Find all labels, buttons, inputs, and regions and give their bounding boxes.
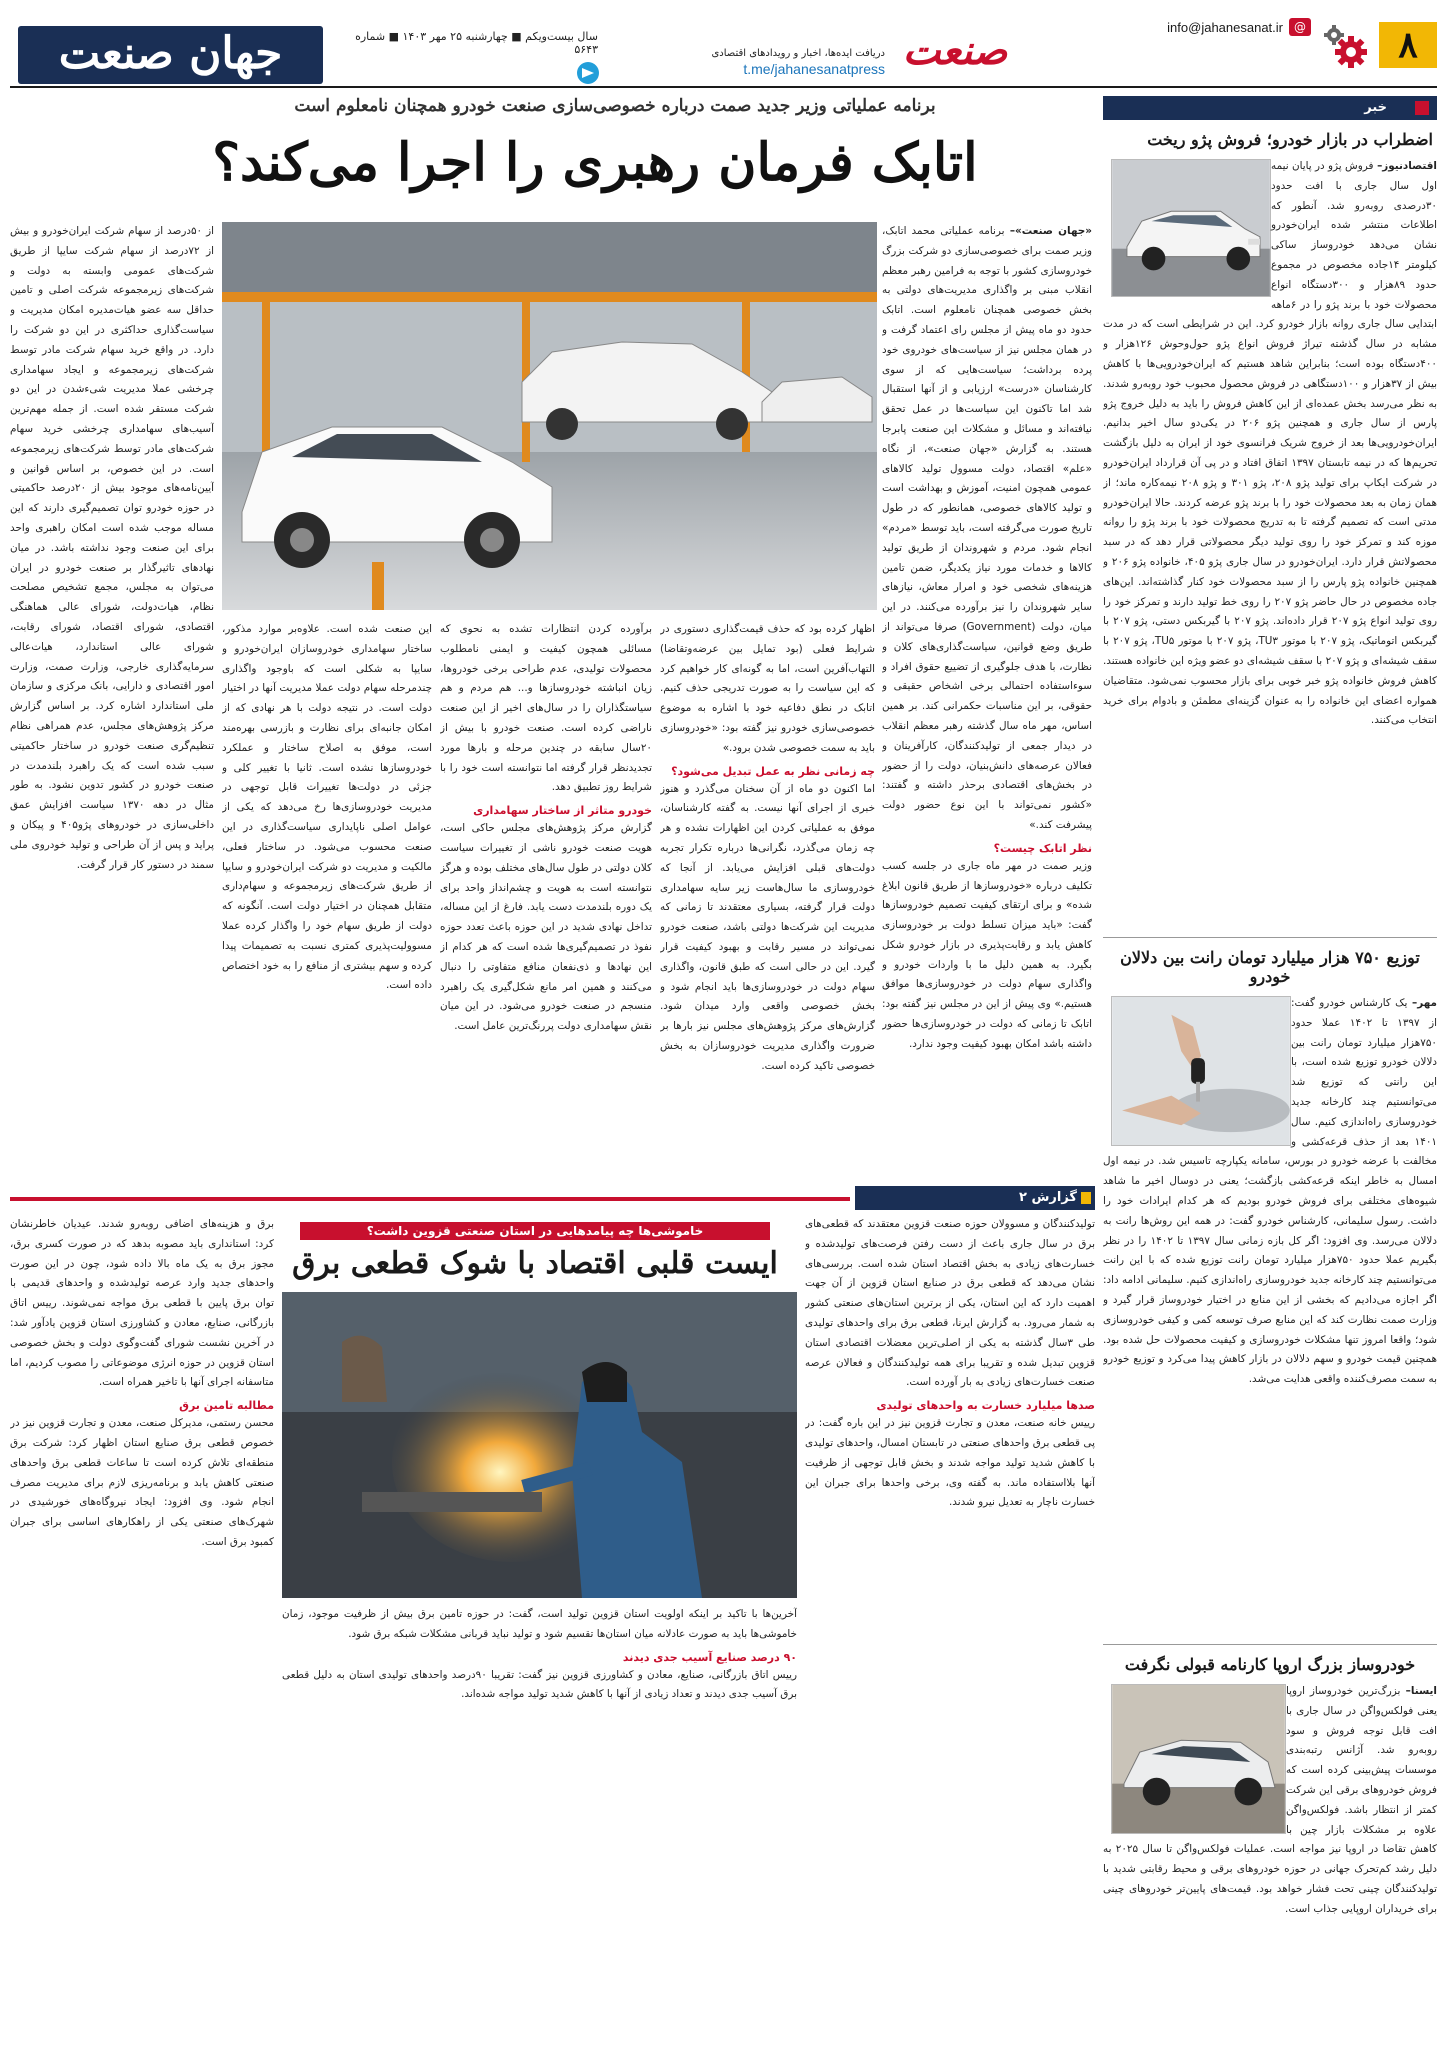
divider xyxy=(1103,1644,1437,1645)
report-mid-body: آخرین‌ها با تاکید بر اینکه اولویت استان قزوین تولید است، گفت: در حوزه تامین برق بیش از ظرفیت موجود، زمان خاموشی‌ها باید به صورت عادلانه میان استان‌ها تقسیم شود و تولید نباید قربانی مشکلات شبکه برق شود. xyxy=(282,1608,797,1640)
car-assembly-photo xyxy=(222,222,877,610)
telegram-caption: دریافت ایده‌ها، اخبار و رویدادهای اقتصادی xyxy=(711,48,885,59)
sidebar-story2-body: یک کارشناس خودرو گفت: از ۱۳۹۷ تا ۱۴۰۲ عملا حدود ۷۵۰هزار میلیارد تومان رانت بین دلالان خودرو توزیع شده است، با این رانتی که توزیع شد می‌توانستیم چند کارخانه جدید خودروسازی راه‌اندازی کنیم. سال ۱۴۰۱ بعد از حذف قرعه‌کشی و مخالفت با عرضه خودرو در بورس، سامانه یکپارچه تاسیس شد. در نیمه اول امسال به خاطر اینکه قرعه‌کشی بازگشت؛ یعنی در دوسال اخیر ما شاهد شیوه‌های مختلفی برای فروش خودرو بودیم که هر کدام ایرادات خود را داشت. رسول سلیمانی، کارشناس خودرو گفت: در همه این روش‌ها رانت به دلالان می‌رسد. وی افزود: اگر کل بازه زمانی سال ۱۳۹۷ تا ۱۴۰۲ را در نظر بگیریم عملا حدود ۷۵۰هزار میلیارد تومان رانت توزیع شده که با این رانت می‌توانستیم چند کارخانه جدید خودروسازی راه‌اندازی کنیم. سلیمانی ادامه داد: اگر اجازه می‌دادیم که بخشی از این منابع در اختیار خودروساز قرار گیرد و وزارت صمت نظارت کند که این منابع صرف توسعه کمی و کیفی خودروسازی شود؛ واقعا امروز تنها مشکلات خودروسازی و کیفیت محصولات حل شده بود. همچنین قیمت خودرو و سهم دلالان در بازار کاهش پیدا می‌کرد و توزیع خودرو به سمت مصرف‌کننده واقعی هدایت می‌شد. xyxy=(1103,997,1437,1386)
report-column-right xyxy=(805,1215,1095,2045)
report-banner: خاموشی‌ها چه پیامدهایی در استان صنعتی قزوین داشت؟ xyxy=(300,1222,770,1240)
report-column-mid xyxy=(282,1605,797,2045)
article-subhead-1: نظر اتابک چیست؟ xyxy=(993,841,1092,855)
news-sidebar xyxy=(1103,96,1437,2046)
sidebar-story1-title: اضطراب در بازار خودرو؛ فروش پژو ریخت xyxy=(1147,130,1433,149)
sidebar-story1-body: فروش پژو در پایان نیمه اول سال جاری با افت حدود ۳۰درصدی روبه‌رو شد. آنطور که اطلاعات منتشر شده ایران‌خودرو نشان می‌دهد خودروساز ساکی کیلومتر ۱۴جاده مخصوص در مجموع حدود ۸۹هزار و ۳۰۰دستگاه انواع محصولات خود با برند پژو را در ۶ماهه ابتدایی سال جاری روانه بازار خودرو کرد. این در شرایطی است که در مدت مشابه در سال گذشته تیراژ فروش انواع پژو حول‌وحوش ۱۲۶هزار و ۴۰۰دستگاه بوده است؛ بنابراین شاهد هستیم که ایران‌خودرویی‌ها با کاهش بیش از ۳۷هزار و ۱۰۰دستگاهی در فروش محصول محبوب خود روبه‌رو شدند. به نظر می‌رسد بخش عمده‌ای از این کاهش فروش را باید به دلیل خروج پژو پارس از سال جاری و همچنین پژو ۲۰۶ در یکی‌دو سال اخیر بدانیم. ایران‌خودرویی‌ها بعد از خروج شریک فرانسوی خود از ایران به دلیل بازگشت تحریم‌ها که در نیمه تابستان ۱۳۹۷ اتفاق افتاد و در پی آن قرارداد ایران‌خودرو در شرکت ایکاپ برای تولید پژو ۲۰۸، پژو ۳۰۱ و پژو ۲۰۸ نیمه‌کاره ماند؛ از همان زمان به بعد محصولات خود را با برند پژو عرضه کردند. حالا ایران‌خودرو مدتی است که تصمیم گرفته تا به تدریج محصولات خود با برند پژو را روانه موزه کند و تمرکز خود را روی تولید دیگر محصولاتی قرار دهد که در سبد محصولاتش قرار دارد. ایران‌خودرو در سال جاری پژو ۴۰۵، خانواده پژو ۲۰۶ و همچنین خانواده پژو پارس را از سبد محصولات خود کنار گذاشته‌اند. این‌های جاده مخصوص در حال حاضر پژو ۲۰۷ را روی خط تولید دارند و تمرکز خود را روی تولید انواع پژو ۲۰۷ قرار داده‌اند. پژو ۲۰۷ با گیربکس دستی، پژو ۲۰۷ با گیربکس اتوماتیک، پژو ۲۰۷ با موتور TU۳، پژو ۲۰۷ با موتور TU۵، پژو ۲۰۷ با سقف شیشه‌ای و پژو ۲۰۷ با سقف شیشه‌ای دو عضو ویژه این خانواده هستند. کاهش فروش خانواده پژو خبر خوبی برای بازار محسوب نمی‌شود. متقاضیان همواره اعضای این خانواده را به عنوان گزینه‌ای مطمئن و بادوام برای خرید انتخاب می‌کنند. xyxy=(1103,160,1437,727)
sidebar-story3-text xyxy=(1103,1682,1437,2042)
divider xyxy=(1103,937,1437,938)
section-title: صنعت xyxy=(902,27,1008,74)
article-lede: «جهان صنعت»– xyxy=(1004,225,1092,237)
sidebar-story2-text xyxy=(1103,994,1437,1634)
report-tag: گزارش ۲ xyxy=(855,1186,1095,1210)
issue-info: سال بیست‌ویکم ■ چهارشنبه ۲۵ مهر ۱۴۰۳ ■ شماره ۵۶۴۳ xyxy=(355,30,598,56)
article-column-4 xyxy=(222,620,432,1177)
welding-worker-photo xyxy=(282,1292,797,1598)
article-col2-body2: اما اکنون دو ماه از آن سخنان می‌گذرد و هنوز خبری از اجرای آنها نیست. به گفته کارشناسان، موفق به عملیاتی کردن این اظهارات نشده و هر چه زمان می‌گذرد، نگرانی‌ها درباره تکرار تجربه دولت‌های قبلی افزایش می‌یابد. از آنجا که خودروسازی ما سال‌هاست زیر سایه سهامداری دولت قرار گرفته، بسیاری معتقدند تا زمانی که مدیریت این شرکت‌ها دولتی باشد، صنعت خودرو نمی‌تواند در مسیر رقابت و بهبود کیفیت قرار گیرد. این در حالی است که طبق قانون، واگذاری سهام دولت در خودروسازی‌ها باید انجام شود و بخش خصوصی واقعی وارد میدان شود. گزارش‌های مرکز پژوهش‌های مجلس نیز بارها بر ضرورت واگذاری مدیریت خودروسازان به بخش خصوصی تاکید کرده است. xyxy=(660,782,875,1072)
article-col3-body2: گزارش مرکز پژوهش‌های مجلس حاکی است، هویت صنعت خودرو ناشی از تغییرات سیاست کلان دولتی در طول سال‌های مختلف بوده و هرگز نتوانسته است به هویت و چشم‌انداز واحد برای یک دوره بلندمدت دست یابد. فارغ از این مساله، تداخل نهادی شدید در این حوزه باعث تعدد حوزه نفوذ در تصمیم‌گیری‌ها شده است که هر کدام از این نهادها و ذی‌نفعان منافع متفاوتی را دنبال می‌کنند و همین امر مانع شکل‌گیری یک راهبرد منسجم در صنعت خودرو می‌شود. در این میان نقش سهامداری دولت پررنگ‌ترین عامل است. xyxy=(440,822,652,1033)
telegram-icon xyxy=(577,62,599,84)
article-subhead-3: خودرو متاثر از ساختار سهامداری xyxy=(473,804,652,818)
article-col4-body: این صنعت شده است. علاوه‌بر موارد مذکور، ساختار سهامداری خودروسازان ایران‌خودرو و سایپا به شکلی است که باوجود واگذاری چندمرحله سهام دولت عملا مدیریت آنها در اختیار دولت است. در نتیجه دولت با هر نهادی که از امکان جانبه‌ای برای نظارت و بازرسی بهره‌مند است، موفق به اصلاح ساختار و عملکرد خودروسازها نشده است. ثانیا با تغییر کلی و جزئی در دولت‌ها تغییرات قابل توجهی در مدیریت خودروسازی‌ها رخ می‌دهد که یکی از عوامل اصلی ناپایداری سیاست‌گذاری در این صنعت محسوب می‌شود. در ساختار فعلی، مالکیت و مدیریت دو شرکت ایران‌خودرو و سایپا از طریق شرکت‌های زیرمجموعه و سهام‌داری متقابل همچنان در اختیار دولت است. آنگونه که دولت از طریق سهام خود را واگذار کرده عملا مسوولیت‌پذیری کمتری نسبت به تصمیمات پیدا کرده و سهم بیشتری از منافع را به خود اختصاص داده است. xyxy=(222,623,432,992)
article-col5-body: از ۵۰درصد از سهام شرکت ایران‌خودرو و بیش از ۷۲درصد از سهام شرکت سایپا از طریق شرکت‌های عمومی وابسته به دولت و شرکت‌های زیرمجموعه شرکت اصلی و تامین حداقل سه عضو هیات‌مدیره امکان مدیریت و سیاست‌گذاری حداکثری در این دو شرکت را دارد. در واقع خرید سهام شرکت مادر توسط شرکت‌های زیرمجموعه و ایجاد سهامداری چرخشی عملا مدیریت شیءشدن در این دو شرکت مستقر شده است. از جمله مهم‌ترین آسیب‌های سهامداری چرخشی خرید سهام شرکت‌های مادر توسط شرکت‌های زیرمجموعه است. در این خصوص، بر اساس قوانین و آیین‌نامه‌های موجود بیش از ۲۰درصد حاکمیتی در حوزه خودرو توان تصمیم‌گیری دارند که این مساله موجب شده است امکان راهبری واحد برای این صنعت وجود نداشته باشد. در میان نهادهای تاثیرگذار بر صنعت خودرو در ایران می‌توان به مجلس، مجمع تشخیص مصلحت نظام، هیات‌دولت، شورای عالی هماهنگی اقتصادی، شورای اقتصاد، شورای رقابت، شورای عالی استاندارد، هیات‌عالی سرمایه‌گذاری خارجی، وزارت صمت، وزارت امور اقتصادی و دارایی، بانک مرکزی و سازمان ملی استاندارد اشاره کرد. بر اساس گزارش مرکز پژوهش‌های مجلس، عدم همراهی نظام تنظیم‌گری صنعت خودرو در ساختار حاکمیتی سبب شده است که یک راهبرد بلندمدت در صنعت خودرو در کشور تدوین نشود. به طور مثال در دهه ۱۳۷۰ سیاست افزایش عمق داخلی‌سازی در خودروهای پژو۴۰۵ و پیکان و پراید و پس از آن طراحی و تولید خودروی ملی سمند در دستور کار قرار گرفت. xyxy=(10,225,214,871)
report-left-body: برق و هزینه‌های اضافی روبه‌رو شدند. عیدیان خاطرنشان کرد: استانداری باید مصوبه بدهد که در صورت کسری برق، مجوز برق به یک ماه بالا داده شود، چون در این صورت واحدهای جدید وارد عرصه تولیدشده و واحدهای قدیمی با توان برق پایین با قطعی برق مواجه نمی‌شوند. رییس اتاق بازرگانی، صنایع، معادن و کشاورزی استان قزوین یادآور شد: در آخرین نشست شورای گفت‌وگوی دولت و بخش خصوصی استان قزوین در حوزه انرژی موضوعاتی را مصوب کردیم، اما متاسفانه اجرای آنها با تاخیر همراه است. xyxy=(10,1218,274,1389)
sidebar-story3-lede: ایسنا– xyxy=(1400,1685,1437,1697)
email-icon xyxy=(1289,18,1311,36)
sidebar-story2-lede: مهر– xyxy=(1407,997,1437,1009)
volkswagen-car-photo xyxy=(1111,1684,1286,1834)
email-address[interactable]: info@jahanesanat.ir xyxy=(1167,19,1283,35)
report-column-left xyxy=(10,1215,274,2045)
report-right-body: تولیدکنندگان و مسوولان حوزه صنعت قزوین معتقدند که قطعی‌های برق در سال جاری باعث از دست رفتن فرصت‌های تولیدشده و خسارت‌های زیادی به بخش اقتصاد استان شده است. بررسی‌های نشان می‌دهد که قطعی برق در صنایع استان قزوین از آن جهت اهمیت دارد که این استان، یکی از برترین استان‌های صنعتی کشور به شمار می‌رود. به گزارش ایرنا، قطعی برق برای واحدهای تولیدی طی ۳سال گذشته به یکی از اصلی‌ترین معضلات اقتصادی استان قزوین تبدیل شده و تقریبا برای همه تولیدکنندگان و فعالان عرصه صنعت خسارت‌های زیادی به بار آورده است. xyxy=(805,1218,1095,1389)
sidebar-story2-title: توزیع ۷۵۰ هزار میلیارد تومان رانت بین دلالان خودرو xyxy=(1120,948,1420,986)
report-mid-body2: رییس اتاق بازرگانی، صنایع، معادن و کشاورزی قزوین نیز گفت: تقریبا ۹۰درصد واحدهای تولیدی استان به دلیل قطعی برق آسیب جدی دیدند و تعداد زیادی از آنها با کاهش شدید تولید مواجه شده‌اند. xyxy=(282,1668,797,1701)
article-col1-body: برنامه عملیاتی محمد اتابک، وزیر صمت برای خصوصی‌سازی دو شرکت بزرگ خودروسازی کشور با توجه به فرامین رهبر معظم انقلاب مبنی بر واگذاری مدیریت‌های دولتی به بخش خصوصی همچنان نامعلوم است. اتابک حدود دو ماه پیش از مجلس رای اعتماد گرفت و در همان مجلس نیز از سیاست‌های خودروی خود پرده برداشت؛ سیاست‌هایی که از سوی کارشناسان «درست» ارزیابی و از آنها استقبال شد اما تاکنون این سیاست‌ها در عمل تحقق نیافته‌اند و مسائل و مشکلات این صنعت پابرجا هستند. به گزارش «جهان صنعت»، از نگاه «علم» اقتصاد، دولت مسوول تولید کالاهای عمومی همچون امنیت، آموزش و بهداشت است و تولید کالاهای خصوصی، همانطور که در طول تاریخ صورت می‌گرفته است، باید توسط «مردم» انجام شود. مردم و شهروندان از طریق تولید کالاها و خدمات مورد نیاز یکدیگر، ضمن تامین هزینه‌های شخصی خود و امرار معاش، نیازهای سایر شهروندان را نیز برآورده می‌کنند. در این میان، دولت (Government) صرفا می‌تواند از طریق وضع قوانین، سیاست‌گذاری‌های کلان و نظارت، با هدف جلوگیری از تضییع حقوق افراد و سوءاستفاده احتمالی برخی اشخاص حقیقی و حقوقی، بر این مناسبات حکمرانی کند. بر همین اساس، مهر ماه سال گذشته رهبر معظم انقلاب در دیدار جمعی از تولیدکنندگان، کارآفرینان و فعالان عرصه‌های دانش‌بنیان، دولت را از حضور در بخش‌های اقتصادی برحذر داشته و گفتند: «کشور نمی‌تواند با این نوع حضور دولت پیشرفت کند.» xyxy=(882,225,1092,831)
article-column-1 xyxy=(882,222,1092,1177)
report-subhead-1: صدها میلیارد خسارت به واحدهای تولیدی xyxy=(876,1399,1095,1413)
news-tag: خبر xyxy=(1103,96,1437,120)
sidebar-story1-text xyxy=(1103,157,1437,927)
article-kicker: برنامه عملیاتی وزیر جدید صمت درباره خصوصی‌سازی صنعت خودرو همچنان نامعلوم است xyxy=(294,96,936,116)
gear-icon xyxy=(1321,22,1371,72)
sidebar-story3-body: بزرگ‌ترین خودروساز اروپا یعنی فولکس‌واگن در سال جاری با افت قابل توجه فروش و سود روبه‌رو شد. آژانس رتبه‌بندی موسسات پیش‌بینی کرده است که فروش خودروهای برقی این شرکت کمتر از انتظار باشد. فولکس‌واگن علاوه بر مشکلات بازار چین با کاهش تقاضا در اروپا نیز مواجه است. عملیات فولکس‌واگن تا سال ۲۰۲۵ به دلیل رشد کم‌تحرک جهانی در حوزه خودروهای برقی و محیط رقابتی شدید با تولیدکنندگان چینی تحت فشار خواهد بود. قیمت‌های پایین‌تر خودروهای چینی برای خریداران اروپایی جذاب است. xyxy=(1103,1685,1437,1915)
article-column-2 xyxy=(660,620,875,1177)
report-divider xyxy=(10,1197,850,1201)
report-subhead-3: مطالبه تامین برق xyxy=(179,1399,274,1413)
report-subhead-2: ۹۰ درصد صنایع آسیب جدی دیدند xyxy=(622,1650,797,1664)
article-column-5 xyxy=(10,222,214,1177)
masthead xyxy=(10,8,1437,88)
article-column-3 xyxy=(440,620,652,1177)
sidebar-story3-title: خودروساز بزرگ اروپا کارنامه قبولی نگرفت xyxy=(1124,1655,1416,1674)
telegram-link[interactable]: t.me/jahanesanatpress xyxy=(743,61,885,77)
article-subhead-2: چه زمانی نظر به عمل تبدیل می‌شود؟ xyxy=(671,764,875,778)
page-number: ۸ xyxy=(1379,22,1437,68)
peugeot-car-photo xyxy=(1111,159,1271,297)
report-left-body2: محسن رستمی، مدیرکل صنعت، معدن و تجارت قزوین نیز در خصوص قطعی برق صنایع استان اظهار کرد: شرکت برق منطقه‌ای تلاش کرده است تا ساعات قطعی برق واحدهای صنعتی کاهش یابد و برنامه‌ریزی لازم برای مدیریت مصرف انجام شود. وی افزود: ایجاد نیروگاه‌های خورشیدی در شهرک‌های صنعتی یکی از راهکارهای اساسی برای جبران کمبود برق است. xyxy=(10,1417,274,1548)
email-contact[interactable] xyxy=(1167,16,1311,38)
car-key-photo xyxy=(1111,996,1291,1146)
article-col1-body2: وزیر صمت در مهر ماه جاری در جلسه کسب تکلیف درباره «خودروسازها از طریق قانون ابلاغ شده» و برای ارتقای کیفیت تصمیم خودروسازها گفت: «باید میزان تسلط دولت بر خودروسازی کاهش یابد و رقابت‌پذیری در بازار خودرو شکل بگیرد. به همین دلیل ما با واردات خودرو و واگذاری سهام دولت در خودروسازی‌ها موافق هستیم.» وی پیش از این در مجلس نیز گفته بود: اتابک تا زمانی که دولت در خودروسازی‌ها حضور داشته باشد امکان بهبود کیفیت وجود ندارد. xyxy=(882,859,1092,1050)
newspaper-logo: جهان صنعت xyxy=(18,26,323,84)
sidebar-story1-lede: اقتصادنیوز– xyxy=(1373,160,1437,172)
report-right-body2: رییس خانه صنعت، معدن و تجارت قزوین نیز در این باره گفت: در پی قطعی برق واحدهای صنعتی در تابستان امسال، واحدهای تولیدی با کاهش شدید تولید مواجه شدند و بخش قابل توجهی از ظرفیت آنها بلااستفاده ماند. به گفته وی، برخی واحدها برای جبران این خسارت ناچار به تعدیل نیرو شدند. xyxy=(805,1417,1095,1509)
article-headline: اتابک فرمان رهبری را اجرا می‌کند؟ xyxy=(212,132,978,193)
article-col2-body: اظهار کرده بود که حذف قیمت‌گذاری دستوری در شرایط فعلی (بود تمایل بین عرضه‌وتقاضا) التهاب‌آفرین است، اما به گونه‌ای کار خواهیم کرد که این سیاست را به صورت تدریجی حذف کنیم. اتابک در نطق دفاعیه خود با اشاره به موضوع خصوصی‌سازی خودرو نیز گفته بود: «خودروسازی باید به سمت خصوصی شدن برود.» xyxy=(660,623,875,754)
telegram-promo[interactable] xyxy=(605,48,885,88)
article-col3-body: برآورده کردن انتظارات تشده به نحوی که مسائلی همچون کیفیت و ایمنی نامطلوب محصولات تولیدی، عدم طراحی برخی خودروها، زیان انباشته خودروسازها و... هم مردم و هم سیاستگذاران را در سال‌های اخیر از این صنعت ناراضی کرده است. صنعت خودرو با بیش از ۲۰سال سابقه در چندین مرحله و بارها مورد تجدیدنظر قرار گرفته اما نتوانسته است خود را با شرایط روز تطبیق دهد. xyxy=(440,623,652,794)
report-headline: ایست قلبی اقتصاد با شوک قطعی برق xyxy=(292,1246,778,1281)
